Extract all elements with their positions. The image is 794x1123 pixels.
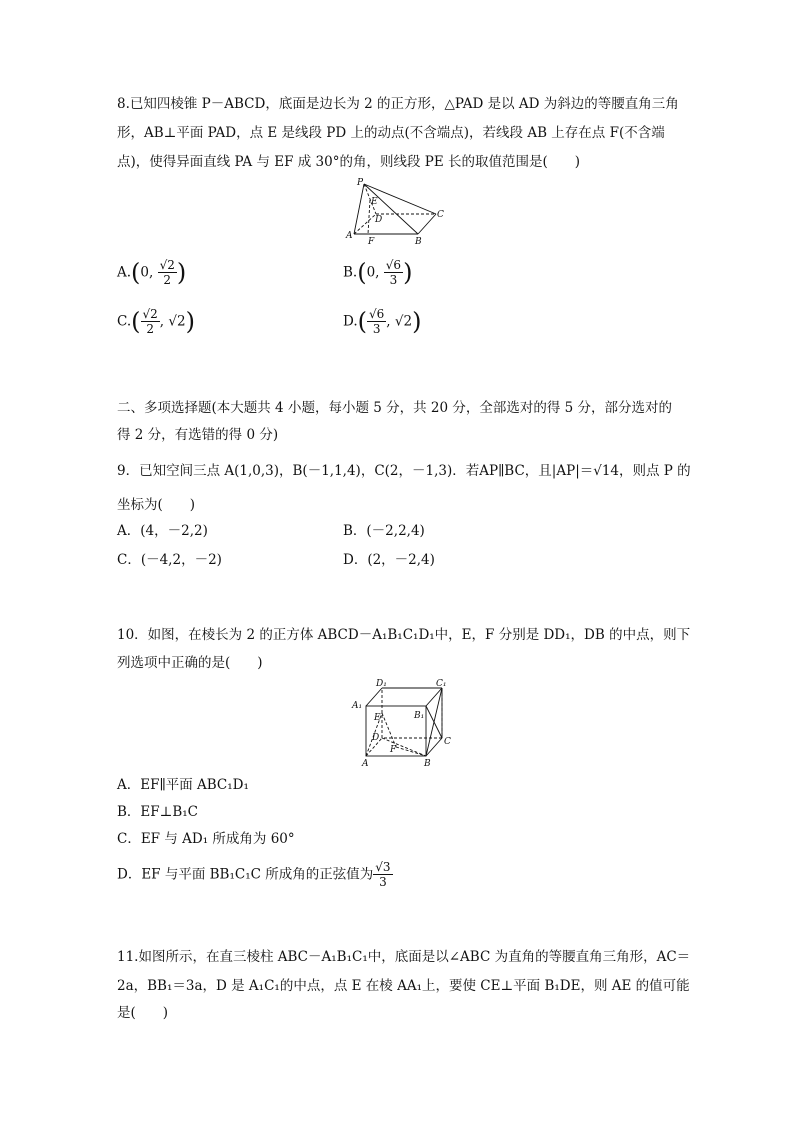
q8-option-c-fraction: $\frac{√2}{2}$ (142, 307, 158, 336)
q8-option-d-fraction: $\frac{√6}{3}$ (369, 307, 385, 336)
q10-fig-label-c1: C₁ (436, 679, 447, 689)
q10-option-d-text: D．EF 与平面 BB₁C₁C 所成角的正弦值为 (117, 866, 374, 883)
q8-option-d[interactable]: D.( $\frac{√6}{3}$ , √2) (343, 307, 422, 336)
q8-option-b[interactable]: B.(0, $\frac{√6}{3}$ ) (343, 258, 413, 287)
q8-option-a[interactable]: A.(0, $\frac{√2}{2}$ ) (117, 258, 187, 287)
q10-fig-label-e: E (374, 713, 381, 723)
q8-option-b-fraction: $\frac{√6}{3}$ (385, 258, 402, 287)
q8-pyramid-figure (340, 176, 450, 248)
q8-option-c[interactable]: C.( $\frac{√2}{2}$ , √2) (117, 307, 195, 336)
q9-line-2: 坐标为( ) (117, 497, 196, 513)
q10-line-1: 10．如图，在棱长为 2 的正方体 ABCD－A₁B₁C₁D₁中，E，F 分别是 DD₁，DB 的中点，则下 (117, 627, 691, 643)
q8-option-b-left: 0, (366, 264, 380, 281)
q8-line-2: 形，AB⊥平面 PAD，点 E 是线段 PD 上的动点(不含端点)，若线段 AB 上存在点 F(不含端 (117, 125, 665, 141)
q10-option-d-fraction: $\frac{√3}{3}$ (375, 860, 391, 889)
q10-option-d[interactable] (117, 860, 393, 889)
q10-fig-label-a: A (362, 759, 369, 769)
q10-option-b[interactable]: B．EF⊥B₁C (117, 804, 198, 820)
q10-fig-label-a1: A₁ (352, 701, 363, 711)
q10-fig-label-c: C (444, 737, 451, 747)
q8-fig-label-b: B (415, 237, 422, 247)
q8-fig-label-f: F (368, 237, 375, 247)
q9-option-c[interactable]: C．(－4,2，－2) (117, 552, 222, 568)
q10-fig-label-d: D (372, 733, 380, 743)
q8-fig-label-a: A (346, 231, 353, 241)
q8-fig-label-p: P (357, 178, 364, 188)
q8-option-b-label: B. (343, 264, 358, 281)
q8-option-d-right: , √2 (386, 313, 413, 330)
q10-option-c[interactable]: C．EF 与 AD₁ 所成角为 60° (117, 831, 295, 847)
q8-fig-label-e: E (371, 197, 378, 207)
q10-fig-label-b1: B₁ (414, 711, 425, 721)
q9-option-a[interactable]: A．(4，－2,2) (117, 523, 208, 539)
q11-line-1: 11.如图所示，在直三棱柱 ABC－A₁B₁C₁中，底面是以∠ABC 为直角的等腰直角三角形，AC＝ (117, 949, 691, 965)
q8-line-1: 8.已知四棱锥 P－ABCD，底面是边长为 2 的正方形，△PAD 是以 AD 为斜边的等腰直角三角 (117, 96, 679, 112)
q8-option-c-right: , √2 (159, 313, 186, 330)
q9-option-d[interactable]: D．(2，－2,4) (343, 552, 435, 568)
section2-line-1: 二、多项选择题(本大题共 4 小题，每小题 5 分，共 20 分，全部选对的得 5 分，部分选对的 (117, 400, 673, 416)
section2-line-2: 得 2 分，有选错的得 0 分) (117, 427, 279, 443)
q8-option-a-left: 0, (140, 264, 154, 281)
q8-line-3: 点)，使得异面直线 PA 与 EF 成 30°的角，则线段 PE 长的取值范围是( ) (117, 154, 581, 170)
q8-option-a-fraction: $\frac{√2}{2}$ (159, 258, 175, 287)
q8-option-d-label: D. (343, 313, 358, 330)
q10-fig-label-f: F (390, 745, 397, 755)
q10-option-a[interactable]: A．EF∥平面 ABC₁D₁ (117, 777, 249, 793)
q8-fig-label-d: D (375, 215, 383, 225)
q10-fig-label-d1: D₁ (376, 679, 387, 689)
q11-line-3: 是( ) (117, 1005, 169, 1021)
q9-option-b[interactable]: B．(－2,2,4) (343, 523, 425, 539)
q10-fig-label-b: B (424, 759, 431, 769)
q10-line-2: 列选项中正确的是( ) (117, 655, 263, 671)
q11-line-2: 2a，BB₁＝3a，D 是 A₁C₁的中点，点 E 在棱 AA₁上，要使 CE⊥平面 B₁DE，则 AE 的值可能 (117, 978, 690, 994)
q8-fig-label-c: C (437, 210, 444, 220)
q8-option-a-label: A. (117, 264, 132, 281)
q9-line-1: 9．已知空间三点 A(1,0,3)，B(－1,1,4)，C(2，－1,3)．若AP∥BC，且|AP|＝√14，则点 P 的 (117, 463, 691, 479)
q8-option-c-label: C. (117, 313, 132, 330)
q10-cube-figure (350, 678, 450, 770)
